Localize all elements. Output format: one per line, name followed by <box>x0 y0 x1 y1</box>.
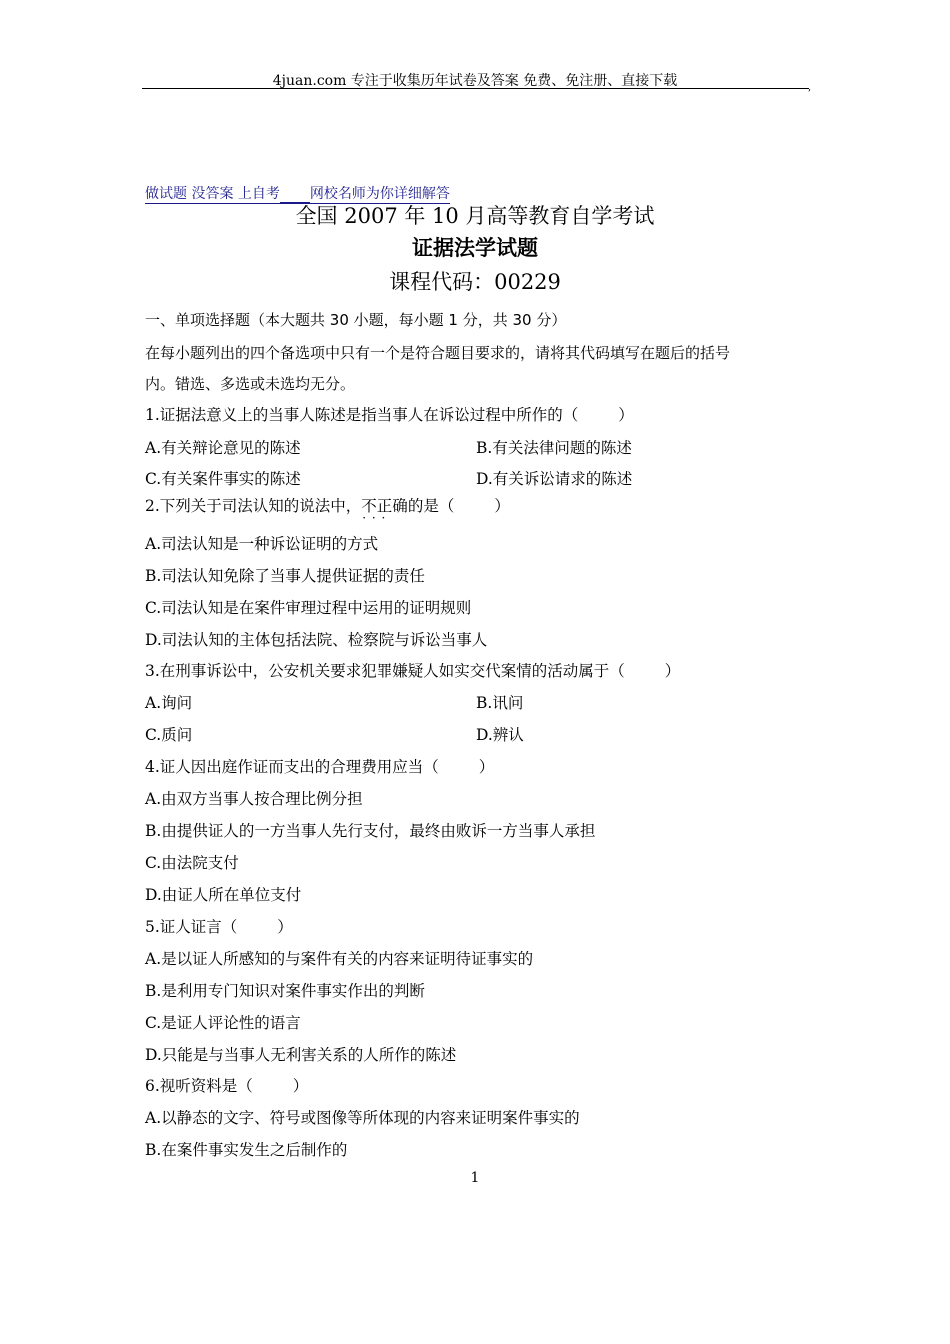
course-code-label: 课程代码： <box>389 270 495 294</box>
question-6-option-a: A.以静态的文字、符号或图像等所体现的内容来证明案件事实的 <box>145 1109 580 1127</box>
header-text: 4juan.com 专注于收集历年试卷及答案 免费、免注册、直接下载 <box>272 73 678 89</box>
question-3-option-d: D.辨认 <box>476 726 524 744</box>
question-1-option-b: B.有关法律问题的陈述 <box>476 439 632 457</box>
question-2-text-post: 的是（ <box>407 497 455 515</box>
question-4-text: 4.证人因出庭作证而支出的合理费用应当（ <box>145 758 439 776</box>
question-6-text: 6.视听资料是（ <box>145 1077 253 1095</box>
question-3-stem <box>145 659 680 681</box>
question-3-close: ） <box>664 662 681 680</box>
page-number: 1 <box>470 1170 480 1186</box>
question-4-option-b: B.由提供证人的一方当事人先行支付，最终由败诉一方当事人承担 <box>145 822 596 840</box>
ad-link-part2: 网校名师为你详细解答 <box>309 186 450 202</box>
question-2-option-b: B.司法认知免除了当事人提供证据的责任 <box>145 567 425 585</box>
question-4-option-a: A.由双方当事人按合理比例分担 <box>145 790 363 808</box>
question-5-option-d: D.只能是与当事人无利害关系的人所作的陈述 <box>145 1046 457 1064</box>
question-3-option-a: A.询问 <box>145 694 193 712</box>
course-code <box>0 266 950 296</box>
question-6-close: ） <box>292 1077 309 1095</box>
course-code-value: 00229 <box>494 270 561 294</box>
question-3-option-c: C.质问 <box>145 726 193 744</box>
question-1-text: 1.证据法意义上的当事人陈述是指当事人在诉讼过程中所作的（ <box>145 406 579 424</box>
question-5-option-a: A.是以证人所感知的与案件有关的内容来证明待证事实的 <box>145 950 534 968</box>
question-2-text-pre: 2.下列关于司法认知的说法中， <box>145 497 362 515</box>
question-2-option-d: D.司法认知的主体包括法院、检察院与诉讼当事人 <box>145 631 488 649</box>
header-mark: , <box>808 82 812 93</box>
question-6-stem <box>145 1074 308 1096</box>
exam-title: 全国 2007 年 10 月高等教育自学考试 <box>295 204 655 228</box>
question-4-stem <box>145 755 494 777</box>
question-5-stem <box>145 915 293 937</box>
question-1-stem <box>145 403 634 425</box>
question-3-option-b: B.讯问 <box>476 694 524 712</box>
section-instruction-1: 在每小题列出的四个备选项中只有一个是符合题目要求的，请将其代码填写在题后的括号 <box>145 344 731 362</box>
section-heading: 一、单项选择题（本大题共 30 小题，每小题 1 分，共 30 分） <box>145 311 567 329</box>
question-1-option-a: A.有关辩论意见的陈述 <box>145 439 301 457</box>
header-rule <box>142 88 809 89</box>
question-4-option-c: C.由法院支付 <box>145 854 239 872</box>
question-2-option-c: C.司法认知是在案件审理过程中运用的证明规则 <box>145 599 472 617</box>
subject-title: 证据法学试题 <box>412 236 538 260</box>
question-6-option-b: B.在案件事实发生之后制作的 <box>145 1141 348 1159</box>
question-3-text: 3.在刑事诉讼中，公安机关要求犯罪嫌疑人如实交代案情的活动属于（ <box>145 662 625 680</box>
question-2-close: ） <box>494 497 510 515</box>
question-2-option-a: A.司法认知是一种诉讼证明的方式 <box>145 535 379 553</box>
question-5-option-b: B.是利用专门知识对案件事实作出的判断 <box>145 982 425 1000</box>
question-5-close: ） <box>277 918 293 936</box>
question-1-close: ） <box>618 406 634 424</box>
question-2-stem <box>145 494 510 516</box>
question-2-emphasis: 不正确 · · · <box>361 497 408 515</box>
question-1-option-d: D.有关诉讼请求的陈述 <box>476 470 633 488</box>
question-4-option-d: D.由证人所在单位支付 <box>145 886 302 904</box>
question-5-text: 5.证人证言（ <box>145 918 238 936</box>
question-5-option-c: C.是证人评论性的语言 <box>145 1014 301 1032</box>
question-4-close: ） <box>478 758 495 776</box>
question-1-option-c: C.有关案件事实的陈述 <box>145 470 301 488</box>
ad-link-part1: 做试题 没答案 上自考 <box>145 186 280 202</box>
section-instruction-2: 内。错选、多选或未选均无分。 <box>145 375 356 393</box>
